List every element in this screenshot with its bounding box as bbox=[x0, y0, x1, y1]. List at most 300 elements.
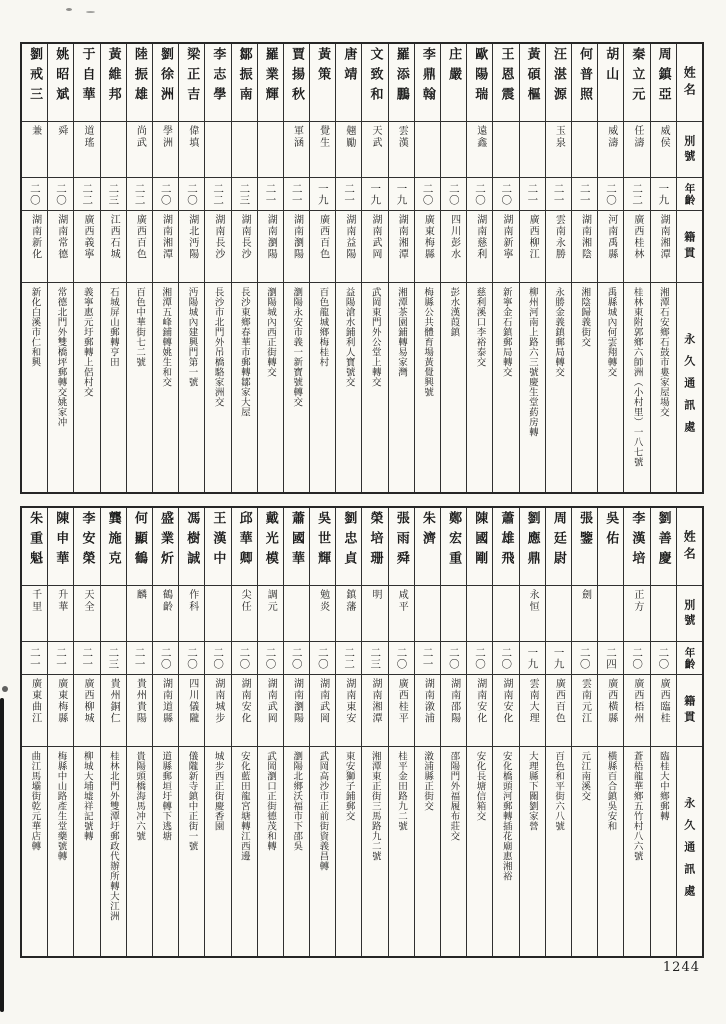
person-name: 秦立元 bbox=[629, 47, 645, 107]
person-alias-cell bbox=[389, 586, 414, 642]
person-native-place: 廣西百色 bbox=[317, 214, 329, 260]
person-alias-cell bbox=[415, 122, 440, 178]
person-address: 瀏陽永安市義一新寶號轉交 bbox=[291, 287, 303, 407]
person-native-place-cell bbox=[205, 211, 230, 283]
person-alias: 道瑤 bbox=[81, 125, 93, 149]
person-name-cell bbox=[441, 44, 466, 122]
person-name-cell bbox=[310, 44, 335, 122]
person-age-cell bbox=[546, 178, 571, 211]
person-age: 二〇 bbox=[604, 182, 617, 206]
person-alias-cell bbox=[310, 122, 335, 178]
person-alias: 兼 bbox=[29, 125, 41, 137]
person-alias: 明 bbox=[370, 589, 382, 601]
person-native-place-cell bbox=[624, 211, 649, 283]
person-age-cell bbox=[232, 642, 257, 675]
scan-artifact-speck bbox=[2, 686, 8, 692]
person-age-cell bbox=[22, 178, 47, 211]
person-age: 二三 bbox=[107, 646, 120, 670]
person-age-cell bbox=[572, 642, 597, 675]
person-age-cell bbox=[205, 178, 230, 211]
person-native-place-cell bbox=[232, 211, 257, 283]
person-age: 二〇 bbox=[500, 182, 513, 206]
person-native-place-cell bbox=[520, 211, 545, 283]
person-address-cell bbox=[22, 283, 47, 492]
person-column bbox=[545, 44, 571, 492]
person-name-cell bbox=[205, 508, 230, 586]
person-native-place: 廣西百色 bbox=[553, 678, 565, 724]
person-native-place: 湖南漵浦 bbox=[422, 678, 434, 724]
person-native-place: 湖南安化 bbox=[500, 678, 512, 724]
person-age: 二〇 bbox=[447, 646, 460, 670]
person-alias-cell bbox=[127, 122, 152, 178]
person-address: 百色和平街六八號 bbox=[553, 751, 565, 831]
person-alias: 麟 bbox=[134, 589, 146, 601]
person-native-place: 湖南武岡 bbox=[370, 214, 382, 260]
person-native-place: 廣西梧州 bbox=[631, 678, 643, 724]
person-address-cell bbox=[232, 283, 257, 492]
person-name: 朱重魁 bbox=[27, 511, 43, 571]
person-age: 二一 bbox=[81, 646, 94, 670]
person-name: 邱華卿 bbox=[236, 511, 252, 571]
person-native-place-cell bbox=[441, 675, 466, 747]
person-native-place-cell bbox=[598, 675, 623, 747]
person-age-cell bbox=[127, 178, 152, 211]
person-native-place-cell bbox=[624, 675, 649, 747]
person-age: 二〇 bbox=[395, 646, 408, 670]
person-address-cell bbox=[153, 747, 178, 956]
person-age: 二二 bbox=[631, 182, 644, 206]
person-column bbox=[204, 44, 230, 492]
person-address-cell bbox=[127, 283, 152, 492]
person-address: 湘潭石安鄉石鼓市婁家屋場交 bbox=[657, 287, 669, 417]
person-name-cell bbox=[336, 44, 361, 122]
person-name: 黃碩樞 bbox=[524, 47, 540, 107]
person-age-cell bbox=[520, 642, 545, 675]
person-address-cell bbox=[22, 747, 47, 956]
person-age-cell bbox=[179, 642, 204, 675]
header-age-label: 年齡 bbox=[683, 182, 696, 206]
person-age-cell bbox=[572, 178, 597, 211]
person-column bbox=[519, 508, 545, 956]
person-address-cell bbox=[179, 747, 204, 956]
person-name-cell bbox=[179, 44, 204, 122]
person-column bbox=[650, 508, 676, 956]
person-native-place-cell bbox=[415, 211, 440, 283]
person-age-cell bbox=[258, 178, 283, 211]
person-address: 桂林北門外雙潭圩郵政代辦所轉大江洲 bbox=[107, 751, 119, 921]
person-age: 二〇 bbox=[238, 646, 251, 670]
person-native-place-cell bbox=[336, 211, 361, 283]
person-age: 二〇 bbox=[159, 646, 172, 670]
person-name-cell bbox=[22, 44, 47, 122]
person-age-cell bbox=[598, 642, 623, 675]
person-age-cell bbox=[258, 642, 283, 675]
person-alias: 永恒 bbox=[527, 589, 539, 613]
person-age: 二二 bbox=[343, 646, 356, 670]
person-name: 陳國剛 bbox=[472, 511, 488, 571]
person-native-place-cell bbox=[284, 211, 309, 283]
person-name: 羅業輝 bbox=[262, 47, 278, 107]
person-address-cell bbox=[624, 747, 649, 956]
person-native-place: 湖南城步 bbox=[212, 678, 224, 724]
person-alias: 學洲 bbox=[160, 125, 172, 149]
person-address: 武岡東門外公堂上轉交 bbox=[369, 287, 381, 387]
person-alias-cell bbox=[572, 122, 597, 178]
person-name-cell bbox=[493, 508, 518, 586]
person-native-place-cell bbox=[205, 675, 230, 747]
person-age: 二〇 bbox=[28, 182, 41, 206]
person-age-cell bbox=[651, 642, 676, 675]
person-native-place: 湖南東安 bbox=[343, 678, 355, 724]
person-alias-cell bbox=[284, 586, 309, 642]
person-name-cell bbox=[624, 44, 649, 122]
person-address: 常德北門外雙橋坪郵轉交姚家冲 bbox=[55, 287, 67, 427]
person-name-cell bbox=[389, 44, 414, 122]
person-native-place: 廣西橫縣 bbox=[605, 678, 617, 724]
person-address-cell bbox=[598, 747, 623, 956]
person-age: 二一 bbox=[133, 646, 146, 670]
person-age-cell bbox=[362, 642, 387, 675]
person-age: 二一 bbox=[264, 182, 277, 206]
person-age: 二〇 bbox=[212, 646, 225, 670]
person-address: 永勝金義鎮郵局轉交 bbox=[553, 287, 565, 377]
person-alias: 尚武 bbox=[134, 125, 146, 149]
person-address: 長沙市北門外吊橋駱家洲交 bbox=[212, 287, 224, 407]
header-name-label: 姓名 bbox=[682, 529, 697, 564]
person-name: 陳申華 bbox=[53, 511, 69, 571]
person-native-place-cell bbox=[310, 675, 335, 747]
person-name-cell bbox=[520, 44, 545, 122]
person-age-cell bbox=[127, 642, 152, 675]
person-name: 胡山 bbox=[603, 47, 619, 87]
person-age-cell bbox=[546, 642, 571, 675]
person-column bbox=[100, 508, 126, 956]
person-age: 二四 bbox=[604, 646, 617, 670]
person-age: 二一 bbox=[526, 182, 539, 206]
person-address-cell bbox=[362, 283, 387, 492]
person-alias-cell bbox=[598, 586, 623, 642]
person-name: 王漢中 bbox=[210, 511, 226, 571]
person-name-cell bbox=[362, 508, 387, 586]
person-age-cell bbox=[336, 642, 361, 675]
person-alias-cell bbox=[520, 586, 545, 642]
person-column bbox=[152, 508, 178, 956]
person-age: 二一 bbox=[55, 646, 68, 670]
person-age: 一九 bbox=[526, 646, 539, 670]
person-address-cell bbox=[441, 747, 466, 956]
person-native-place-cell bbox=[651, 675, 676, 747]
person-native-place-cell bbox=[362, 675, 387, 747]
person-age: 一九 bbox=[316, 182, 329, 206]
person-address: 安化長塘信箱交 bbox=[474, 751, 486, 821]
person-age-cell bbox=[232, 178, 257, 211]
person-alias-cell bbox=[48, 122, 73, 178]
person-column bbox=[47, 508, 73, 956]
person-address-cell bbox=[546, 747, 571, 956]
person-alias: 調元 bbox=[265, 589, 277, 613]
person-age-cell bbox=[389, 642, 414, 675]
person-age-cell bbox=[74, 178, 99, 211]
person-name-cell bbox=[651, 508, 676, 586]
person-name-cell bbox=[179, 508, 204, 586]
person-address: 曲江馬壩街乾元華店轉 bbox=[29, 751, 41, 851]
person-native-place-cell bbox=[258, 211, 283, 283]
person-native-place: 廣東梅縣 bbox=[55, 678, 67, 724]
person-alias: 勉炎 bbox=[317, 589, 329, 613]
person-alias-cell bbox=[624, 586, 649, 642]
person-age: 二二 bbox=[81, 182, 94, 206]
person-age-cell bbox=[205, 642, 230, 675]
person-native-place: 廣西桂平 bbox=[396, 678, 408, 724]
person-native-place-cell bbox=[493, 675, 518, 747]
person-column bbox=[571, 44, 597, 492]
person-name: 周鎮亞 bbox=[655, 47, 671, 107]
person-age-cell bbox=[153, 642, 178, 675]
person-alias: 翹勵 bbox=[343, 125, 355, 149]
person-name-cell bbox=[493, 44, 518, 122]
person-column bbox=[519, 44, 545, 492]
person-name-cell bbox=[48, 508, 73, 586]
person-native-place-cell bbox=[389, 675, 414, 747]
person-native-place-cell bbox=[598, 211, 623, 283]
person-name: 陸振雄 bbox=[131, 47, 147, 107]
person-address: 益陽滄水鋪利人寶號交 bbox=[343, 287, 355, 387]
person-age: 二〇 bbox=[159, 182, 172, 206]
person-name: 蕭雄飛 bbox=[498, 511, 514, 571]
person-column bbox=[126, 508, 152, 956]
person-address: 新寧金石鎮郵局轉交 bbox=[500, 287, 512, 377]
person-name-cell bbox=[310, 508, 335, 586]
person-alias: 作科 bbox=[186, 589, 198, 613]
person-native-place-cell bbox=[232, 675, 257, 747]
person-alias: 鎮藩 bbox=[343, 589, 355, 613]
person-age: 二〇 bbox=[474, 646, 487, 670]
person-name: 羅添鵬 bbox=[393, 47, 409, 107]
person-alias: 威侯 bbox=[658, 125, 670, 149]
person-name-cell bbox=[336, 508, 361, 586]
person-alias: 鶴齡 bbox=[160, 589, 172, 613]
header-address-label: 永久通訊處 bbox=[682, 332, 696, 443]
person-age: 二〇 bbox=[474, 182, 487, 206]
person-column bbox=[47, 44, 73, 492]
header-column bbox=[676, 508, 702, 956]
person-native-place-cell bbox=[362, 211, 387, 283]
person-name: 張雨舜 bbox=[393, 511, 409, 571]
person-age: 二一 bbox=[290, 182, 303, 206]
person-name: 歐陽瑞 bbox=[472, 47, 488, 107]
person-address: 柳州河南上路六三號慶生堂葯房轉 bbox=[526, 287, 538, 437]
person-native-place: 廣西義寧 bbox=[81, 214, 93, 260]
person-age: 二一 bbox=[421, 646, 434, 670]
person-age-cell bbox=[651, 178, 676, 211]
header-cell-address bbox=[677, 283, 702, 492]
person-native-place: 貴州貴陽 bbox=[134, 678, 146, 724]
person-native-place: 湖南湘陰 bbox=[579, 214, 591, 260]
person-name-cell bbox=[546, 508, 571, 586]
person-address-cell bbox=[520, 283, 545, 492]
person-age-cell bbox=[624, 642, 649, 675]
header-cell-alias bbox=[677, 122, 702, 178]
person-age: 二三 bbox=[107, 182, 120, 206]
person-alias-cell bbox=[127, 586, 152, 642]
person-column bbox=[231, 44, 257, 492]
person-name: 劉善慶 bbox=[655, 511, 671, 571]
person-native-place-cell bbox=[284, 675, 309, 747]
person-column bbox=[571, 508, 597, 956]
person-name-cell bbox=[74, 508, 99, 586]
person-address-cell bbox=[101, 283, 126, 492]
person-address: 梅縣中山路產生堂藥號轉 bbox=[55, 751, 67, 861]
person-alias-cell bbox=[232, 586, 257, 642]
header-cell-age bbox=[677, 178, 702, 211]
person-alias-cell bbox=[74, 122, 99, 178]
person-name: 賈揚秋 bbox=[288, 47, 304, 107]
person-address-cell bbox=[48, 283, 73, 492]
person-alias-cell bbox=[179, 122, 204, 178]
person-name-cell bbox=[101, 44, 126, 122]
person-column bbox=[414, 508, 440, 956]
person-native-place: 湖南武岡 bbox=[317, 678, 329, 724]
person-name: 吳佑 bbox=[603, 511, 619, 551]
person-address-cell bbox=[310, 747, 335, 956]
person-address: 禹縣城內何雲翔轉交 bbox=[605, 287, 617, 377]
person-name: 文致和 bbox=[367, 47, 383, 107]
person-native-place: 湖北沔陽 bbox=[186, 214, 198, 260]
person-address-cell bbox=[389, 283, 414, 492]
person-name: 于自華 bbox=[79, 47, 95, 107]
person-column bbox=[73, 508, 99, 956]
person-native-place: 湖南湘潭 bbox=[396, 214, 408, 260]
person-address: 湘潭茶園鋪轉易家灣 bbox=[395, 287, 407, 377]
person-name: 黃維邦 bbox=[105, 47, 121, 107]
person-native-place-cell bbox=[153, 211, 178, 283]
person-name-cell bbox=[153, 508, 178, 586]
person-name-cell bbox=[205, 44, 230, 122]
person-native-place: 廣東梅縣 bbox=[422, 214, 434, 260]
person-native-place: 湖南常德 bbox=[55, 214, 67, 260]
person-native-place: 湖南新寧 bbox=[500, 214, 512, 260]
person-address: 彭水漢葭鎮 bbox=[448, 287, 460, 337]
person-age: 二〇 bbox=[447, 182, 460, 206]
person-column bbox=[335, 44, 361, 492]
person-address-cell bbox=[336, 747, 361, 956]
person-alias-cell bbox=[546, 586, 571, 642]
person-address: 沔陽城內建興門第一號 bbox=[186, 287, 198, 387]
person-column bbox=[440, 508, 466, 956]
person-native-place: 湖南瀏陽 bbox=[291, 214, 303, 260]
person-name-cell bbox=[258, 44, 283, 122]
person-address-cell bbox=[624, 283, 649, 492]
person-alias: 升華 bbox=[55, 589, 67, 613]
person-address-cell bbox=[48, 747, 73, 956]
person-alias-cell bbox=[598, 122, 623, 178]
person-name-cell bbox=[572, 44, 597, 122]
person-address-cell bbox=[546, 283, 571, 492]
person-address-cell bbox=[258, 747, 283, 956]
person-age: 二二 bbox=[212, 182, 225, 206]
person-alias-cell bbox=[205, 122, 230, 178]
person-age-cell bbox=[179, 178, 204, 211]
person-alias: 軍涵 bbox=[291, 125, 303, 149]
person-name: 周廷尉 bbox=[550, 511, 566, 571]
person-column bbox=[73, 44, 99, 492]
person-alias-cell bbox=[467, 122, 492, 178]
person-address: 武岡瀏口正街德茂和轉 bbox=[265, 751, 277, 851]
person-name: 姚昭斌 bbox=[53, 47, 69, 107]
person-age: 二一 bbox=[343, 182, 356, 206]
person-native-place: 江西石城 bbox=[108, 214, 120, 260]
person-address: 蒼梧龍華鄉五竹村八六號 bbox=[631, 751, 643, 861]
person-address: 漵浦縣正街交 bbox=[422, 751, 434, 811]
person-age: 二二 bbox=[133, 182, 146, 206]
person-address: 長沙東鄉春華市郵轉鄒家大屋 bbox=[238, 287, 250, 417]
person-native-place-cell bbox=[467, 211, 492, 283]
person-column bbox=[283, 508, 309, 956]
person-address-cell bbox=[310, 283, 335, 492]
person-address-cell bbox=[205, 747, 230, 956]
person-alias-cell bbox=[205, 586, 230, 642]
header-cell-name bbox=[677, 44, 702, 122]
person-address-cell bbox=[572, 283, 597, 492]
person-name: 龔施克 bbox=[105, 511, 121, 571]
person-alias-cell bbox=[624, 122, 649, 178]
person-native-place: 湖南長沙 bbox=[212, 214, 224, 260]
person-column bbox=[466, 44, 492, 492]
person-age-cell bbox=[415, 178, 440, 211]
person-name-cell bbox=[441, 508, 466, 586]
person-address-cell bbox=[441, 283, 466, 492]
person-address-cell bbox=[74, 283, 99, 492]
person-address: 安化橋頭河郵轉插花廟惠湘裕 bbox=[500, 751, 512, 881]
person-column bbox=[22, 44, 47, 492]
person-native-place: 湖南湘潭 bbox=[160, 214, 172, 260]
header-native-place-label: 籍貫 bbox=[682, 694, 696, 727]
registry-table-top bbox=[20, 42, 704, 494]
person-name: 何普照 bbox=[577, 47, 593, 107]
person-name: 李志學 bbox=[210, 47, 226, 107]
person-alias: 覺生 bbox=[317, 125, 329, 149]
person-address-cell bbox=[258, 283, 283, 492]
person-age-cell bbox=[520, 178, 545, 211]
person-name-cell bbox=[415, 508, 440, 586]
person-name: 榮培珊 bbox=[367, 511, 383, 571]
person-alias: 任濤 bbox=[631, 125, 643, 149]
person-native-place-cell bbox=[572, 675, 597, 747]
person-column bbox=[309, 44, 335, 492]
person-address-cell bbox=[572, 747, 597, 956]
person-native-place: 廣西柳城 bbox=[81, 678, 93, 724]
person-native-place: 湖南邵陽 bbox=[448, 678, 460, 724]
person-name-cell bbox=[572, 508, 597, 586]
person-name: 梁正吉 bbox=[184, 47, 200, 107]
person-address-cell bbox=[284, 747, 309, 956]
person-address: 梅縣公共體育場黃覺興號 bbox=[422, 287, 434, 397]
person-native-place-cell bbox=[48, 211, 73, 283]
person-alias-cell bbox=[336, 586, 361, 642]
person-address: 安化藍田龍宮塘轉江西邊 bbox=[238, 751, 250, 861]
person-alias: 遠鑫 bbox=[474, 125, 486, 149]
person-address-cell bbox=[598, 283, 623, 492]
person-age-cell bbox=[336, 178, 361, 211]
person-age: 二三 bbox=[369, 646, 382, 670]
person-name: 庄嚴 bbox=[446, 47, 462, 87]
person-address: 石城屏山郵轉亨田 bbox=[107, 287, 119, 367]
person-name-cell bbox=[651, 44, 676, 122]
person-address: 桂林東附郭鄉六師洲（小村里）一八七號 bbox=[631, 287, 643, 467]
person-address: 橫縣百合鎮吳安和 bbox=[605, 751, 617, 831]
person-alias-cell bbox=[415, 586, 440, 642]
person-name-cell bbox=[389, 508, 414, 586]
